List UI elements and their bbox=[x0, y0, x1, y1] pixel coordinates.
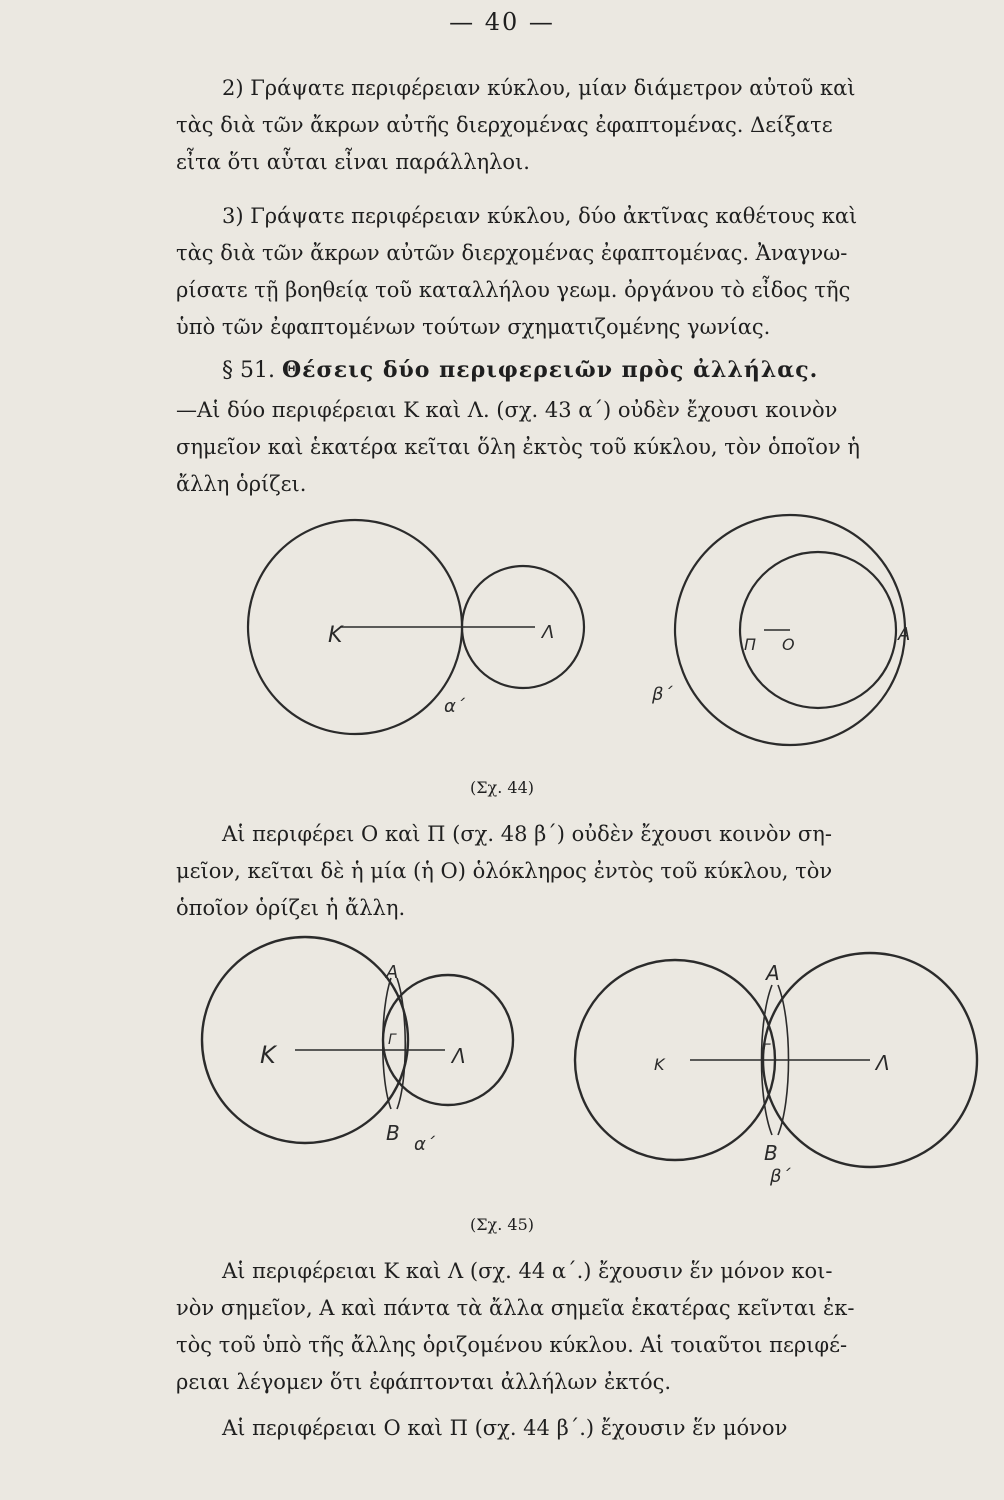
exercise-3-line: 3) Γράψατε περιφέρειαν κύκλου, δύο ἀκτῖνας καθέτους καὶ bbox=[222, 204, 858, 228]
paragraph-k-l-line: νὸν σημεῖον, Α καὶ πάντα τὰ ἄλλα σημεῖα ἑκατέρας κεῖνται ἐκ- bbox=[176, 1296, 855, 1320]
figure-45b bbox=[575, 953, 977, 1167]
label-b-45: B bbox=[386, 1121, 400, 1145]
paragraph-k-l-line: Αἱ περιφέρειαι Κ καὶ Λ (σχ. 44 α΄.) ἔχουσιν ἕν μόνον κοι- bbox=[222, 1259, 833, 1283]
page-number: — 40 — bbox=[449, 8, 555, 36]
figure-44-caption: (Σχ. 44) bbox=[469, 778, 535, 797]
exercise-2-line: 2) Γράψατε περιφέρειαν κύκλου, μίαν διάμετρον αὐτοῦ καὶ bbox=[222, 76, 856, 100]
label-k: K bbox=[328, 623, 343, 648]
exercise-3-line: ὑπὸ τῶν ἐφαπτομένων τούτων σχηματιζομένης γωνίας. bbox=[176, 315, 771, 339]
label-k-45: K bbox=[260, 1041, 276, 1069]
paragraph-k-l-line: τὸς τοῦ ὑπὸ τῆς ἄλλης ὁριζομένου κύκλου. Αἱ τοιαῦτοι περιφέ- bbox=[176, 1333, 848, 1357]
label-g-45b: Γ bbox=[762, 1042, 770, 1058]
circle-o bbox=[740, 552, 896, 708]
label-alpha-45: α΄ bbox=[414, 1134, 435, 1155]
paragraph-last-line: Αἱ περιφέρειαι Ο καὶ Π (σχ. 44 β΄.) ἔχουσιν ἕν μόνον bbox=[222, 1416, 788, 1440]
section-number: § 51. bbox=[222, 358, 275, 383]
paragraph-o-p-line: ὁποῖον ὁρίζει ἡ ἄλλη. bbox=[176, 896, 406, 920]
paragraph-o-p-line: Αἱ περιφέρει Ο καὶ Π (σχ. 48 β΄) οὐδὲν ἔχουσι κοινὸν ση- bbox=[222, 822, 832, 846]
label-b-45b: B bbox=[764, 1141, 778, 1165]
label-beta-45b: β΄ bbox=[770, 1166, 791, 1187]
label-a-45: A bbox=[386, 962, 399, 983]
figure-44b bbox=[675, 515, 905, 745]
label-g-45: Γ bbox=[388, 1032, 396, 1048]
label-alpha: α΄ bbox=[444, 696, 465, 717]
label-l: Λ bbox=[542, 622, 555, 643]
label-o: O bbox=[782, 635, 795, 654]
paragraph-k-l bbox=[176, 1253, 976, 1401]
exercise-3-line: ρίσατε τῇ βοηθείᾳ τοῦ καταλλήλου γεωμ. ὀργάνου τὸ εἶδος τῆς bbox=[176, 278, 851, 302]
label-l-45b: Λ bbox=[876, 1051, 890, 1075]
section-51-line: ἄλλη ὁρίζει. bbox=[176, 472, 307, 496]
paragraph-o-p bbox=[176, 816, 976, 927]
section-title: Θέσεις δύο περιφερειῶν πρὸς ἀλλήλας. bbox=[281, 357, 819, 383]
label-p: Π bbox=[744, 635, 757, 654]
label-a-45b: A bbox=[766, 961, 780, 985]
section-51-line: —Αἱ δύο περιφέρειαι Κ καὶ Λ. (σχ. 43 α΄) οὐδὲν ἔχουσι κοινὸν bbox=[176, 398, 838, 422]
label-k-45b: K bbox=[654, 1055, 665, 1074]
figure-45-caption: (Σχ. 45) bbox=[469, 1215, 535, 1234]
figure-44a bbox=[248, 520, 584, 734]
exercise-3-line: τὰς διὰ τῶν ἄκρων αὐτῶν διερχομένας ἐφαπτομένας. Ἀναγνω- bbox=[176, 241, 848, 265]
label-l-45: Λ bbox=[452, 1044, 466, 1068]
figure-45a bbox=[202, 937, 513, 1143]
exercise-2-line: τὰς διὰ τῶν ἄκρων αὐτῆς διερχομένας ἐφαπτομένας. Δείξατε bbox=[176, 113, 833, 137]
label-beta: β΄ bbox=[652, 684, 673, 705]
label-a2: A bbox=[898, 624, 911, 645]
circle-k-45 bbox=[202, 937, 408, 1143]
paragraph-o-p-line: μεῖον, κεῖται δὲ ἡ μία (ἡ Ο) ὁλόκληρος ἐντὸς τοῦ κύκλου, τὸν bbox=[176, 859, 833, 883]
section-51-line: σημεῖον καὶ ἑκατέρα κεῖται ὅλη ἐκτὸς τοῦ κύκλου, τὸν ὁποῖον ἡ bbox=[176, 435, 860, 459]
paragraph-k-l-line: ρειαι λέγομεν ὅτι ἐφάπτονται ἀλλήλων ἐκτός. bbox=[176, 1370, 672, 1394]
paragraph-last bbox=[176, 1410, 976, 1447]
exercise-2-line: εἶτα ὅτι αὗται εἶναι παράλληλοι. bbox=[176, 150, 530, 174]
